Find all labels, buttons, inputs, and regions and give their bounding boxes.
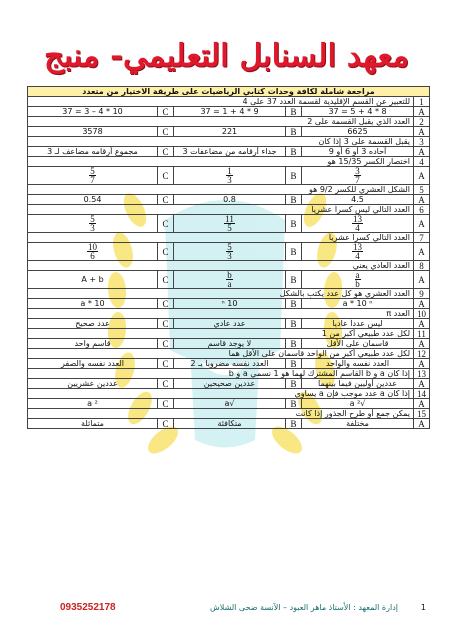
option-letter-b: B (286, 243, 302, 261)
option-b[interactable]: 9 * 4 + 1 = 37 (174, 107, 286, 117)
question-row (28, 185, 430, 195)
option-letter-a: A (414, 195, 430, 205)
option-a[interactable]: مختلفة (302, 419, 414, 429)
option-letter-c: C (158, 359, 174, 369)
question-text: لكل عدد طبيعي أكبر من الواحد قاسمان على الأقل هما (28, 349, 414, 359)
answer-row (28, 107, 430, 117)
question-row (28, 389, 430, 399)
option-letter-b: B (286, 359, 302, 369)
answer-row (28, 147, 430, 157)
option-letter-c: C (158, 319, 174, 329)
option-letter-c: C (158, 399, 174, 409)
question-text: العدد الذي يقبل القسمة على 2 (28, 117, 414, 127)
question-row (28, 205, 430, 215)
answer-row (28, 319, 430, 329)
fraction (354, 167, 361, 184)
option-b[interactable]: لا يوجد قاسم (174, 339, 286, 349)
option-b[interactable]: 221 (174, 127, 286, 137)
option-letter-c: C (158, 419, 174, 429)
fraction-numerator: 10 (88, 242, 97, 252)
option-letter-a: A (414, 167, 430, 185)
question-text: يقبل القسمة على 3 إذا كان (28, 137, 414, 147)
option-c[interactable]: متماثلة (28, 419, 158, 429)
option-a[interactable]: آحاده 3 أو 6 أو 9 (302, 147, 414, 157)
answer-row (28, 419, 430, 429)
option-letter-b: B (286, 195, 302, 205)
option-letter-b: B (286, 299, 302, 309)
question-number: 5 (414, 185, 430, 195)
option-letter-b: B (286, 419, 302, 429)
question-row (28, 233, 430, 243)
fraction-numerator: 5 (227, 242, 232, 252)
option-c[interactable]: 3578 (28, 127, 158, 137)
option-letter-c: C (158, 271, 174, 289)
fraction (352, 243, 363, 260)
option-c[interactable]: 10 * 4 – 3 = 37 (28, 107, 158, 117)
option-letter-a: A (414, 419, 430, 429)
question-number: 11 (414, 329, 430, 339)
fraction (89, 167, 96, 184)
question-text: العدد التالي ليس كسراً عشرياً (28, 205, 414, 215)
question-number: 2 (414, 117, 430, 127)
answer-row (28, 215, 430, 233)
option-a[interactable]: عددين أوليين فيما بينهما (302, 379, 414, 389)
option-letter-b: B (286, 271, 302, 289)
question-row (28, 349, 430, 359)
question-number: 14 (414, 389, 430, 399)
option-b[interactable]: جداء أرقامه من مضاعفات 3 (174, 147, 286, 157)
fraction (226, 167, 233, 184)
option-b[interactable]: √a (174, 399, 286, 409)
question-text: إذا كان a و b القاسم المشترك لهما هو 1 نسمي a و b (28, 369, 414, 379)
question-number: 10 (414, 309, 430, 319)
question-row (28, 261, 430, 271)
answer-row (28, 271, 430, 289)
question-number: 7 (414, 233, 430, 243)
option-letter-a: A (414, 359, 430, 369)
answer-row (28, 399, 430, 409)
question-number: 13 (414, 369, 430, 379)
question-text: يمكن جمع أو طرح الجذور إذا كانت (28, 409, 414, 419)
fraction (87, 243, 98, 260)
option-b[interactable]: متكافئة (174, 419, 286, 429)
option-letter-c: C (158, 107, 174, 117)
answer-row (28, 339, 430, 349)
option-c[interactable]: مجموع أرقامه مضاعف لـ 3 (28, 147, 158, 157)
question-text: اختصار الكسر 15/35 هو (28, 157, 414, 167)
option-letter-b: B (286, 399, 302, 409)
institute-title: معهد السنابل التعليمي- منبج (43, 38, 410, 74)
fraction-denominator: 3 (227, 175, 232, 185)
table-title: مراجعة شاملة لكافة وحدات كتابي الرياضيات على طريقة الاختيار من متعدد (28, 87, 430, 97)
option-a[interactable]: ليس عدداً عادياً (302, 319, 414, 329)
option-c[interactable]: a ² (28, 399, 158, 409)
fraction-denominator: a (227, 279, 232, 289)
option-c[interactable]: A + b (28, 271, 158, 289)
fraction-denominator: b (355, 279, 360, 289)
question-row (28, 409, 430, 419)
option-letter-b: B (286, 379, 302, 389)
question-row (28, 157, 430, 167)
option-b[interactable] (174, 167, 286, 185)
answer-row (28, 359, 430, 369)
option-b[interactable] (174, 271, 286, 289)
fraction-numerator: 13 (353, 214, 363, 224)
option-letter-c: C (158, 215, 174, 233)
option-a[interactable]: العدد نفسه والواحد (302, 359, 414, 369)
fraction-denominator: 3 (90, 223, 95, 233)
option-letter-c: C (158, 379, 174, 389)
fraction (224, 215, 235, 232)
option-letter-a: A (414, 107, 430, 117)
question-number: 12 (414, 349, 430, 359)
option-a[interactable]: 8 * 4 + 5 = 37 (302, 107, 414, 117)
option-letter-a: A (414, 379, 430, 389)
option-letter-a: A (414, 299, 430, 309)
question-text: العدد العادي يعني (28, 261, 414, 271)
question-number: 15 (414, 409, 430, 419)
question-text: الشكل العشري للكسر 9/2 هو (28, 185, 414, 195)
option-a[interactable] (302, 243, 414, 261)
question-text: العدد التالي كسراً عشرياً (28, 233, 414, 243)
question-number: 4 (414, 157, 430, 167)
fraction (352, 215, 363, 232)
fraction-numerator: 5 (90, 166, 95, 176)
question-number: 8 (414, 261, 430, 271)
option-letter-a: A (414, 399, 430, 409)
answer-row (28, 167, 430, 185)
fraction-denominator: 7 (90, 175, 95, 185)
question-text: العدد π (28, 309, 414, 319)
fraction-numerator: 11 (225, 214, 234, 224)
option-letter-a: A (414, 127, 430, 137)
answer-row (28, 299, 430, 309)
fraction-numerator: 13 (353, 242, 363, 252)
option-letter-a: A (414, 319, 430, 329)
answer-row (28, 243, 430, 261)
option-letter-c: C (158, 147, 174, 157)
option-letter-b: B (286, 339, 302, 349)
option-letter-b: B (286, 167, 302, 185)
option-letter-c: C (158, 299, 174, 309)
option-a[interactable] (302, 167, 414, 185)
page-number: 1 (420, 603, 426, 612)
option-a[interactable]: قاسمان على الأقل (302, 339, 414, 349)
footer-credit: إدارة المعهد : الأستاذ ماهر العبود – الآنسة ضحى الشلاش (210, 603, 398, 612)
option-letter-c: C (158, 167, 174, 185)
option-letter-a: A (414, 147, 430, 157)
answer-row (28, 379, 430, 389)
question-text: لكل عدد طبيعي أكبر من 1 (28, 329, 414, 339)
question-row (28, 289, 430, 299)
answer-row (28, 127, 430, 137)
option-letter-a: A (414, 271, 430, 289)
option-b[interactable]: 10 ⁿ (174, 299, 286, 309)
fraction (226, 243, 233, 260)
option-letter-a: A (414, 243, 430, 261)
question-text: إذا كان a عدد موجب فإن a يساوي (28, 389, 414, 399)
option-b[interactable]: 0.8 (174, 195, 286, 205)
option-b[interactable] (174, 243, 286, 261)
fraction-numerator: 3 (355, 166, 360, 176)
option-c[interactable]: قاسم واحد (28, 339, 158, 349)
question-number: 1 (414, 97, 430, 107)
option-a[interactable]: a * 10 ⁿ (302, 299, 414, 309)
fraction (226, 271, 233, 288)
fraction-denominator: 6 (90, 251, 95, 261)
option-letter-c: C (158, 243, 174, 261)
question-text: للتعبير عن القسم الإقليدية لقسمة العدد 37 على 4 (28, 97, 414, 107)
option-a[interactable] (302, 271, 414, 289)
fraction (89, 215, 96, 232)
question-row (28, 329, 430, 339)
option-letter-b: B (286, 107, 302, 117)
fraction-numerator: b (227, 270, 232, 280)
fraction (355, 271, 361, 288)
option-b[interactable]: العدد نفسه مضروباً بـ 2 (174, 359, 286, 369)
option-c[interactable]: a * 10 (28, 299, 158, 309)
option-a[interactable]: 6625 (302, 127, 414, 137)
option-letter-b: B (286, 215, 302, 233)
fraction-denominator: 4 (355, 223, 360, 233)
fraction-denominator: 7 (355, 175, 360, 185)
question-row (28, 309, 430, 319)
fraction-denominator: 5 (227, 223, 232, 233)
answer-row (28, 195, 430, 205)
option-a[interactable]: 4.5 (302, 195, 414, 205)
option-letter-b: B (286, 127, 302, 137)
fraction-numerator: 5 (90, 214, 95, 224)
option-c[interactable] (28, 215, 158, 233)
fraction-numerator: 1 (227, 166, 232, 176)
option-letter-c: C (158, 127, 174, 137)
option-a[interactable]: √a ² (302, 399, 414, 409)
fraction-numerator: a (355, 270, 360, 280)
option-c[interactable]: العدد نفسه والصفر (28, 359, 158, 369)
option-b[interactable]: عدد عادي (174, 319, 286, 329)
option-letter-a: A (414, 215, 430, 233)
option-b[interactable] (174, 215, 286, 233)
option-c[interactable] (28, 167, 158, 185)
question-number: 3 (414, 137, 430, 147)
question-row (28, 369, 430, 379)
option-letter-b: B (286, 147, 302, 157)
option-letter-b: B (286, 319, 302, 329)
option-letter-a: A (414, 339, 430, 349)
table-title-row (28, 87, 430, 97)
fraction-denominator: 4 (355, 251, 360, 261)
option-letter-c: C (158, 339, 174, 349)
question-row (28, 97, 430, 107)
option-c[interactable]: 0.54 (28, 195, 158, 205)
questions-table (27, 86, 430, 429)
option-letter-c: C (158, 195, 174, 205)
question-row (28, 137, 430, 147)
option-c[interactable]: عددين عشريين (28, 379, 158, 389)
phone-number: 0935252178 (60, 602, 116, 613)
option-a[interactable] (302, 215, 414, 233)
fraction-denominator: 3 (227, 251, 232, 261)
option-c[interactable]: عدد صحيح (28, 319, 158, 329)
question-text: العدد العشري هو كل عدد يكتب بالشكل (28, 289, 414, 299)
option-c[interactable] (28, 243, 158, 261)
question-number: 9 (414, 289, 430, 299)
question-row (28, 117, 430, 127)
option-b[interactable]: عددين صحيحين (174, 379, 286, 389)
question-number: 6 (414, 205, 430, 215)
